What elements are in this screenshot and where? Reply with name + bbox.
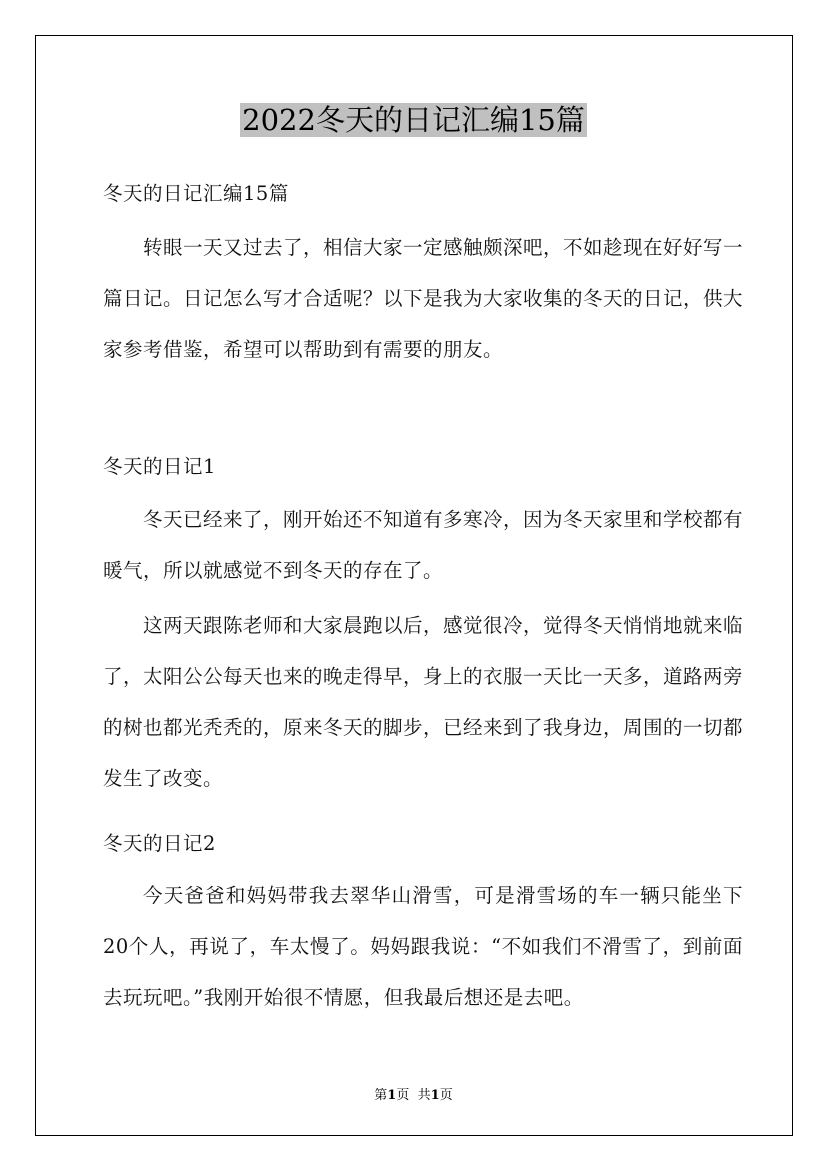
page-footer: 第1页 共1页: [374, 1088, 453, 1103]
section-heading-1: 冬天的日记1: [103, 455, 216, 478]
document-title: [0, 100, 827, 140]
section-1-paragraph-1: 冬天已经来了，刚开始还不知道有多寒冷，因为冬天家里和学校都有暖气，所以就感觉不到冬天的存在了。: [103, 508, 744, 582]
subtitle: 冬天的日记汇编15篇: [103, 182, 289, 205]
section-1-paragraph-2: 这两天跟陈老师和大家晨跑以后，感觉很冷，觉得冬天悄悄地就来临了，太阳公公每天也来的晚走得早，身上的衣服一天比一天多，道路两旁的树也都光秃秃的，原来冬天的脚步，已经来到了我身边，周围的一切都发生了改变。: [103, 614, 744, 790]
document-title-text: 2022冬天的日记汇编15篇: [242, 103, 585, 137]
section-heading-2: 冬天的日记2: [103, 832, 216, 855]
section-2-paragraph-1: 今天爸爸和妈妈带我去翠华山滑雪，可是滑雪场的车一辆只能坐下20个人，再说了，车太慢了。妈妈跟我说：“不如我们不滑雪了，到前面去玩玩吧。”我刚开始很不情愿，但我最后想还是去吧。: [103, 884, 743, 1009]
intro-paragraph: 转眼一天又过去了，相信大家一定感触颇深吧，不如趁现在好好写一篇日记。日记怎么写才合适呢？以下是我为大家收集的冬天的日记，供大家参考借鉴，希望可以帮助到有需要的朋友。: [103, 236, 744, 361]
